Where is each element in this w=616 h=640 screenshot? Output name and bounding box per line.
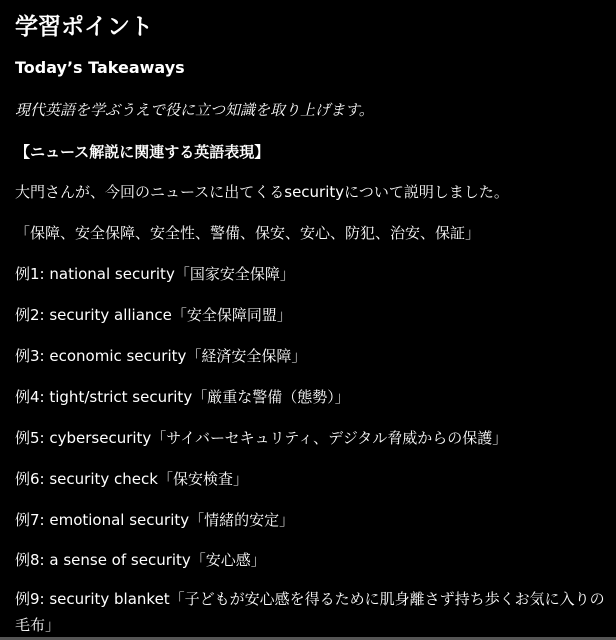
section-heading: 【ニュース解説に関連する英語表現】 [15, 143, 270, 161]
example-item-6: 例6: security check「保安検査」 [15, 470, 248, 488]
example-item-4: 例4: tight/strict security「厳重な警備（態勢）」 [15, 388, 350, 406]
lead-text: 現代英語を学ぶうえで役に立つ知識を取り上げます。 [15, 101, 374, 119]
example-item-8: 例8: a sense of security「安心感」 [15, 551, 266, 569]
example-item-1: 例1: national security「国家安全保障」 [15, 265, 295, 283]
example-item-7: 例7: emotional security「情緒的安定」 [15, 511, 295, 529]
example-item-5: 例5: cybersecurity「サイバーセキュリティ、デジタル脅威からの保護」 [15, 429, 508, 447]
example-item-3: 例3: economic security「経済安全保障」 [15, 347, 307, 365]
example-item-2: 例2: security alliance「安全保障同盟」 [15, 306, 292, 324]
example-item-9: 例9: security blanket「子どもが安心感を得るために肌身離さず持ち歩くお気に入りの毛布」 [15, 590, 605, 634]
page-subtitle: Today’s Takeaways [15, 58, 185, 77]
page-content [15, 0, 610, 640]
explanation-paragraph: 大門さんが、今回のニュースに出てくるsecurityについて説明しました。 [15, 183, 509, 201]
meanings-list: 「保障、安全保障、安全性、警備、保安、安心、防犯、治安、保証」 [15, 224, 481, 242]
page-title: 学習ポイント [15, 14, 153, 40]
